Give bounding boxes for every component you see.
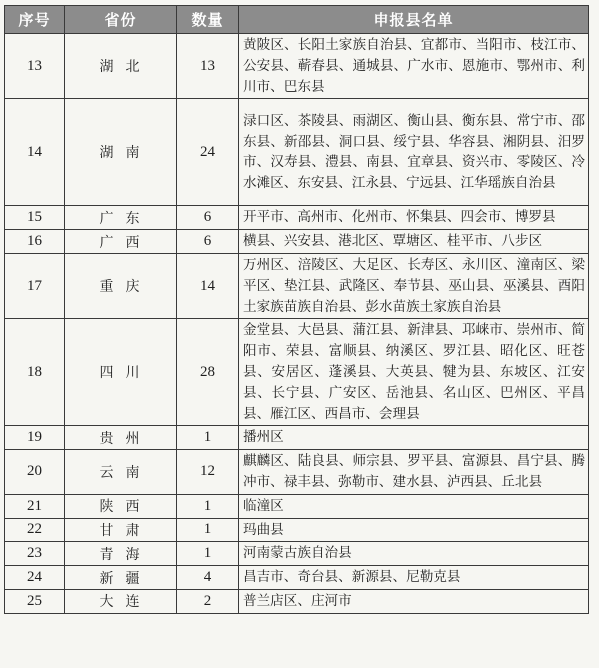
row-number: 23	[5, 542, 65, 566]
header-no: 序号	[5, 6, 65, 34]
row-county-list: 播州区	[239, 426, 589, 450]
row-number: 16	[5, 230, 65, 254]
row-county-list: 临潼区	[239, 494, 589, 518]
header-county-list: 申报县名单	[239, 6, 589, 34]
table-row	[5, 230, 589, 254]
row-count: 1	[177, 494, 239, 518]
row-county-list: 麒麟区、陆良县、师宗县、罗平县、富源县、昌宁县、腾冲市、禄丰县、弥勒市、建水县、泸西县、丘北县	[239, 450, 589, 495]
row-province: 湖北	[65, 34, 177, 99]
table-row	[5, 34, 589, 99]
row-count: 1	[177, 542, 239, 566]
table-row	[5, 450, 589, 495]
row-county-list: 黄陂区、长阳土家族自治县、宜都市、当阳市、枝江市、公安县、蕲春县、通城县、广水市、恩施市、鄂州市、利川市、巴东县	[239, 34, 589, 99]
row-province: 云南	[65, 450, 177, 495]
row-province: 重庆	[65, 253, 177, 318]
row-number: 19	[5, 426, 65, 450]
row-number: 18	[5, 319, 65, 426]
table-row	[5, 518, 589, 542]
row-number: 24	[5, 566, 65, 590]
row-province: 新疆	[65, 566, 177, 590]
row-province: 甘肃	[65, 518, 177, 542]
row-province: 贵州	[65, 426, 177, 450]
row-county-list: 横县、兴安县、港北区、覃塘区、桂平市、八步区	[239, 230, 589, 254]
row-county-list: 渌口区、茶陵县、雨湖区、衡山县、衡东县、常宁市、邵东县、新邵县、洞口县、绥宁县、华容县、湘阴县、汨罗市、汉寿县、澧县、南县、宜章县、资兴市、零陵区、冷水滩区、东安县、江永县、宁远县、江华瑶族自治县	[239, 99, 589, 206]
row-number: 13	[5, 34, 65, 99]
row-count: 4	[177, 566, 239, 590]
county-list-table	[4, 5, 589, 614]
table-body	[5, 34, 589, 614]
table-row	[5, 206, 589, 230]
table-row	[5, 542, 589, 566]
row-province: 广西	[65, 230, 177, 254]
row-province: 湖南	[65, 99, 177, 206]
row-count: 2	[177, 589, 239, 613]
table-row	[5, 589, 589, 613]
header-count: 数量	[177, 6, 239, 34]
row-count: 12	[177, 450, 239, 495]
row-county-list: 普兰店区、庄河市	[239, 589, 589, 613]
row-count: 28	[177, 319, 239, 426]
row-county-list: 万州区、涪陵区、大足区、长寿区、永川区、潼南区、梁平区、垫江县、武隆区、奉节县、巫山县、巫溪县、酉阳土家族苗族自治县、彭水苗族土家族自治县	[239, 253, 589, 318]
row-county-list: 河南蒙古族自治县	[239, 542, 589, 566]
table-row	[5, 99, 589, 206]
row-number: 20	[5, 450, 65, 495]
row-number: 15	[5, 206, 65, 230]
row-count: 14	[177, 253, 239, 318]
row-province: 陕西	[65, 494, 177, 518]
table-row	[5, 426, 589, 450]
table-row	[5, 566, 589, 590]
row-count: 6	[177, 230, 239, 254]
table-row	[5, 494, 589, 518]
row-county-list: 开平市、高州市、化州市、怀集县、四会市、博罗县	[239, 206, 589, 230]
table-row	[5, 253, 589, 318]
row-number: 25	[5, 589, 65, 613]
table-header-row	[5, 6, 589, 34]
row-province: 广东	[65, 206, 177, 230]
row-province: 大连	[65, 589, 177, 613]
row-number: 17	[5, 253, 65, 318]
row-count: 24	[177, 99, 239, 206]
row-county-list: 昌吉市、奇台县、新源县、尼勒克县	[239, 566, 589, 590]
row-county-list: 金堂县、大邑县、蒲江县、新津县、邛崃市、崇州市、简阳市、荣县、富顺县、纳溪区、罗江县、昭化区、旺苍县、安居区、蓬溪县、大英县、犍为县、东坡区、江安县、长宁县、广安区、岳池县、名山区、巴州区、平昌县、雁江区、西昌市、会理县	[239, 319, 589, 426]
row-number: 21	[5, 494, 65, 518]
row-count: 13	[177, 34, 239, 99]
header-province: 省份	[65, 6, 177, 34]
row-count: 1	[177, 426, 239, 450]
row-number: 22	[5, 518, 65, 542]
row-number: 14	[5, 99, 65, 206]
table-row	[5, 319, 589, 426]
row-county-list: 玛曲县	[239, 518, 589, 542]
row-province: 青海	[65, 542, 177, 566]
row-count: 1	[177, 518, 239, 542]
row-province: 四川	[65, 319, 177, 426]
row-count: 6	[177, 206, 239, 230]
